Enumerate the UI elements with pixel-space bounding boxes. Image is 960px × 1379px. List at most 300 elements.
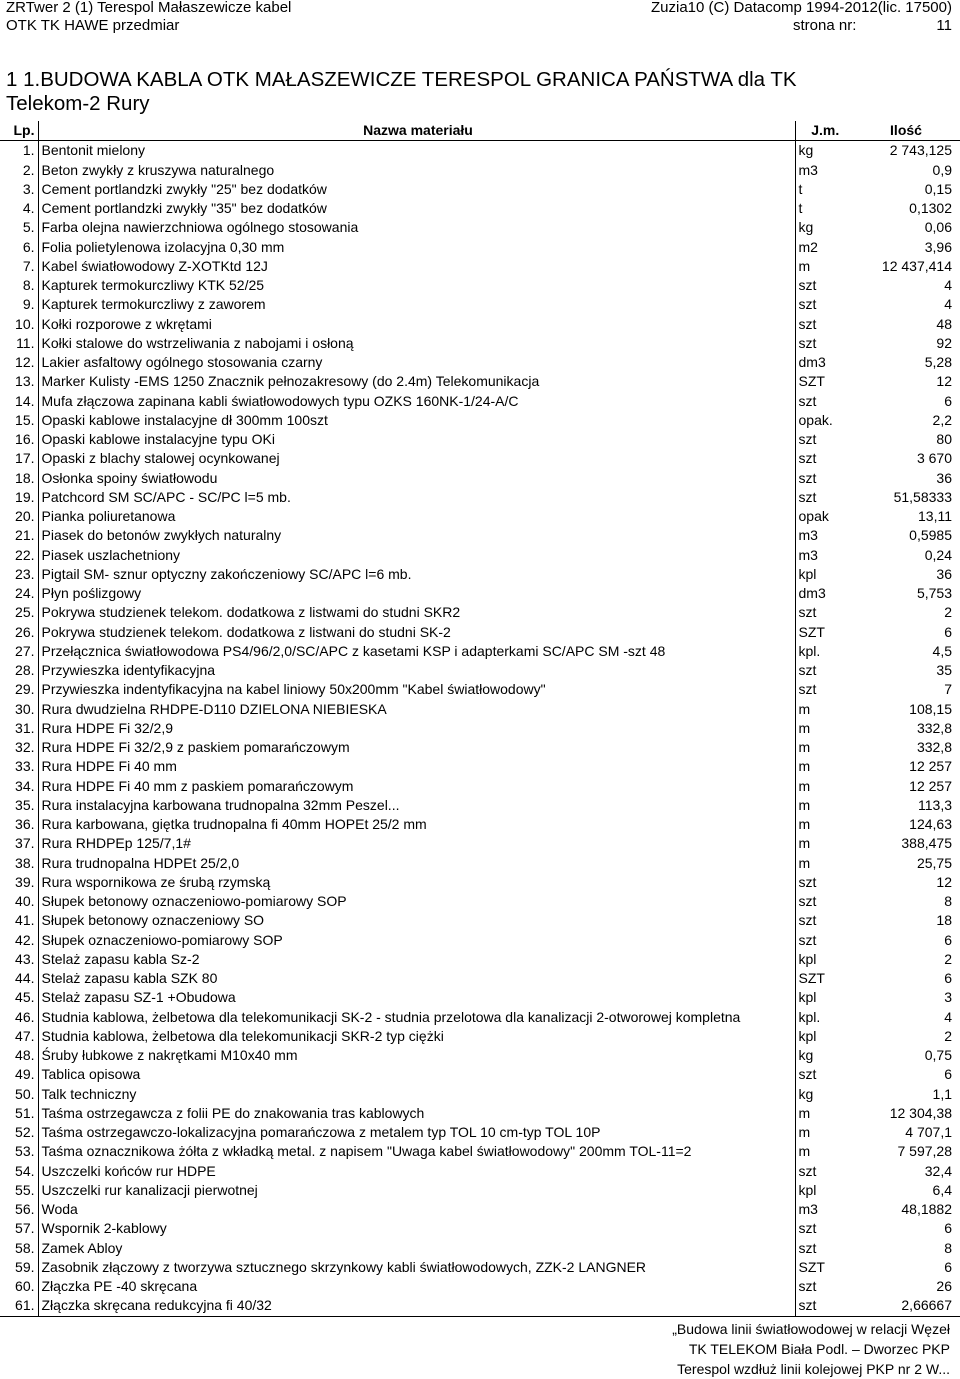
row-unit: szt [795,1065,852,1084]
row-qty: 6 [944,1066,952,1083]
row-lp: 55. [15,1181,35,1198]
table-row [0,796,960,815]
row-name: Opaski kablowe instalacyjne dł 300mm 100szt [38,411,795,430]
table-row [0,1008,960,1027]
row-qty: 4 [944,1008,952,1025]
row-lp: 17. [15,450,35,467]
row-qty: 6 [944,1258,952,1275]
table-row [0,469,960,488]
table-row [0,276,960,295]
row-lp: 35. [15,796,35,813]
row-lp: 14. [15,392,35,409]
row-lp: 2. [22,161,35,178]
row-name: Przywieszka identyfikacyjna [38,661,795,680]
row-qty: 0,06 [924,219,952,236]
table-row [0,700,960,719]
row-qty: 51,58333 [893,488,952,505]
row-name: Patchcord SM SC/APC - SC/PC l=5 mb. [38,488,795,507]
table-row [0,815,960,834]
row-name: Zasobnik złączowy z tworzywa sztucznego skrzynkowy kabli światłowodowych, ZZK-2 LANGNER [38,1258,795,1277]
table-row [0,488,960,507]
row-unit: szt [795,488,852,507]
row-qty: 35 [936,662,952,679]
row-lp: 11. [16,334,35,351]
row-name: Piasek do betonów zwykłych naturalny [38,526,795,545]
row-name: Bentonit mielony [38,141,795,161]
row-qty: 2 743,125 [889,142,952,159]
table-row [0,1046,960,1065]
table-row [0,199,960,218]
row-qty: 0,75 [924,1047,952,1064]
row-name: Śruby łubkowe z nakrętkami M10x40 mm [38,1046,795,1065]
row-unit: szt [795,295,852,314]
row-qty: 6 [944,623,952,640]
row-name: Uszczelki rur kanalizacji pierwotnej [38,1181,795,1200]
row-name: Pokrywa studzienek telekom. dodatkowa z listwani do studni SK-2 [38,623,795,642]
row-qty: 0,1302 [909,200,952,217]
row-unit: szt [795,911,852,930]
footer-line1: „Budowa linii światłowodowej w relacji Węzeł [672,1321,950,1337]
table-row [0,757,960,776]
footer-line3: Terespol wzdłuż linii kolejowej PKP nr 2 W... [677,1361,950,1377]
row-lp: 28. [15,662,35,679]
row-unit: szt [795,315,852,334]
row-name: Rura HDPE Fi 32/2,9 [38,719,795,738]
row-name: Słupek oznaczeniowo-pomiarowy SOP [38,931,795,950]
table-row [0,1142,960,1161]
table-row [0,854,960,873]
table-row [0,295,960,314]
table-row [0,565,960,584]
table-row [0,738,960,757]
table-row [0,873,960,892]
row-lp: 27. [15,642,35,659]
table-row [0,1027,960,1046]
row-name: Stelaż zapasu SZ-1 +Obudowa [38,988,795,1007]
row-name: Mufa złączowa zapinana kabli światłowodowych typu OZKS 160NK-1/24-A/C [38,392,795,411]
row-qty: 6 [944,392,952,409]
row-lp: 19. [15,488,35,505]
table-row [0,546,960,565]
footer-line2: TK TELEKOM Biała Podl. – Dworzec PKP [688,1341,950,1357]
row-qty: 12 257 [909,758,952,775]
row-unit: szt [795,661,852,680]
row-lp: 4. [22,200,35,217]
table-row [0,257,960,276]
table-row [0,141,960,161]
table-row [0,1277,960,1296]
row-qty: 4 [944,277,952,294]
table-row [0,1296,960,1316]
table-row [0,180,960,199]
row-name: Rura HDPE Fi 32/2,9 z paskiem pomarańczowym [38,738,795,757]
row-qty: 0,24 [924,546,952,563]
table-row [0,834,960,853]
row-qty: 26 [936,1278,952,1295]
row-qty: 2,2 [932,411,952,428]
row-unit: szt [795,873,852,892]
row-qty: 12 [936,373,952,390]
row-qty: 6 [944,931,952,948]
row-unit: m [795,738,852,757]
row-name: Tablica opisowa [38,1065,795,1084]
row-unit: szt [795,603,852,622]
row-unit: t [795,180,852,199]
row-unit: SZT [795,1258,852,1277]
table-row [0,584,960,603]
row-qty: 32,4 [924,1162,952,1179]
row-unit: m [795,796,852,815]
table-row [0,931,960,950]
row-lp: 54. [15,1162,35,1179]
table-row [0,161,960,180]
row-qty: 13,11 [918,508,952,525]
table-row [0,218,960,237]
page-number: 11 [936,17,952,34]
row-unit: szt [795,1219,852,1238]
row-lp: 1. [22,142,35,159]
row-name: Kapturek termokurczliwy KTK 52/25 [38,276,795,295]
header-left-line2: OTK TK HAWE przedmiar [6,17,180,34]
row-unit: szt [795,469,852,488]
table-row [0,642,960,661]
row-lp: 49. [15,1066,35,1083]
row-qty: 6 [944,970,952,987]
row-lp: 15. [15,411,35,428]
table-row [0,623,960,642]
row-qty: 5,753 [916,585,952,602]
row-qty: 12 437,414 [881,257,952,274]
row-qty: 3 670 [916,450,952,467]
row-lp: 43. [15,950,35,967]
row-name: Pigtail SM- sznur optyczny zakończeniowy SC/APC l=6 mb. [38,565,795,584]
row-lp: 50. [15,1085,35,1102]
row-lp: 30. [15,700,35,717]
row-unit: m3 [795,546,852,565]
row-unit: szt [795,892,852,911]
row-name: Rura dwudzielna RHDPE-D110 DZIELONA NIEBIESKA [38,700,795,719]
row-qty: 6,4 [932,1181,952,1198]
row-lp: 3. [22,180,35,197]
row-lp: 61. [0,1296,38,1316]
row-name: Folia polietylenowa izolacyjna 0,30 mm [38,238,795,257]
row-unit: kpl [795,1181,852,1200]
row-name: Beton zwykły z kruszywa naturalnego [38,161,795,180]
row-unit: kpl. [795,1008,852,1027]
table-row [0,988,960,1007]
table-row [0,1162,960,1181]
row-unit: m [795,1104,852,1123]
row-name: Piasek uszlachetniony [38,546,795,565]
row-name: Lakier asfaltowy ogólnego stosowania czarny [38,353,795,372]
row-name: Pianka poliuretanowa [38,507,795,526]
row-name: Wspornik 2-kablowy [38,1219,795,1238]
table-row [0,1219,960,1238]
table-row [0,1085,960,1104]
row-lp: 20. [15,508,35,525]
row-unit: m [795,700,852,719]
row-unit: szt [795,449,852,468]
table-row [0,1104,960,1123]
row-unit: szt [795,1277,852,1296]
row-name: Płyn poślizgowy [38,584,795,603]
row-lp: 42. [15,931,35,948]
row-lp: 10. [15,315,35,332]
row-name: Kołki stalowe do wstrzeliwania z nabojami i osłoną [38,334,795,353]
row-unit: kpl [795,950,852,969]
row-name: Cement portlandzki zwykły "25" bez dodatków [38,180,795,199]
row-lp: 47. [15,1027,35,1044]
row-name: Przełącznica światłowodowa PS4/96/2,0/SC/APC z kasetami KSP i adapterkami SC/APC SM -szt 48 [38,642,795,661]
table-body [0,141,960,1316]
row-qty: 3,96 [924,238,952,255]
table-row [0,411,960,430]
row-lp: 57. [15,1220,35,1237]
row-lp: 34. [15,777,35,794]
row-name: Studnia kablowa, żelbetowa dla telekomunikacji SKR-2 typ ciężki [38,1027,795,1046]
row-lp: 38. [15,854,35,871]
row-unit: m3 [795,526,852,545]
row-lp: 32. [15,739,35,756]
row-name: Marker Kulisty -EMS 1250 Znacznik pełnozakresowy (do 2.4m) Telekomunikacja [38,372,795,391]
row-unit: SZT [795,969,852,988]
row-lp: 51. [15,1104,35,1121]
row-qty: 124,63 [909,816,952,833]
table-row [0,353,960,372]
row-unit: m [795,815,852,834]
row-qty: 332,8 [916,739,952,756]
row-qty: 388,475 [901,835,952,852]
row-name: Pokrywa studzienek telekom. dodatkowa z listwami do studni SKR2 [38,603,795,622]
row-name: Rura wspornikowa ze śrubą rzymską [38,873,795,892]
row-name: Złączka PE -40 skręcana [38,1277,795,1296]
row-unit: m [795,1142,852,1161]
table-header-row [0,121,960,141]
document-title [6,68,797,116]
row-unit: szt [795,680,852,699]
table-row [0,449,960,468]
table-row [0,526,960,545]
row-name: Opaski kablowe instalacyjne typu OKi [38,430,795,449]
table-row [0,911,960,930]
row-unit: m [795,257,852,276]
row-name: Rura RHDPEp 125/7,1# [38,834,795,853]
row-lp: 8. [22,277,35,294]
row-name: Kabel światłowodowy Z-XOTKtd 12J [38,257,795,276]
row-qty: 0,9 [932,161,952,178]
row-name: Rura instalacyjna karbowana trudnopalna 32mm Peszel... [38,796,795,815]
row-qty: 6 [944,1220,952,1237]
row-name: Rura HDPE Fi 40 mm z paskiem pomarańczowym [38,777,795,796]
row-name: Słupek betonowy oznaczeniowy SO [38,911,795,930]
row-qty: 25,75 [916,854,952,871]
row-unit: szt [795,392,852,411]
row-lp: 41. [15,912,35,929]
row-unit: m [795,777,852,796]
document-title-line2: Telekom-2 Rury [6,92,150,115]
row-lp: 53. [15,1143,35,1160]
row-lp: 21. [15,527,35,544]
row-qty: 0,15 [924,180,952,197]
row-qty: 3 [944,989,952,1006]
row-qty: 113,3 [918,796,952,813]
row-lp: 36. [15,816,35,833]
row-name: Talk techniczny [38,1085,795,1104]
row-lp: 7. [22,257,35,274]
column-header-name: Nazwa materiału [38,121,795,141]
row-name: Słupek betonowy oznaczeniowo-pomiarowy SOP [38,892,795,911]
row-unit: opak. [795,411,852,430]
row-qty: 12 [936,873,952,890]
row-unit: kg [795,1085,852,1104]
row-qty: 4 707,1 [905,1124,952,1141]
row-unit: szt [795,430,852,449]
row-unit: kpl [795,988,852,1007]
row-lp: 26. [15,623,35,640]
row-lp: 39. [15,873,35,890]
row-name: Rura karbowana, giętka trudnopalna fi 40mm HOPEt 25/2 mm [38,815,795,834]
row-lp: 45. [15,989,35,1006]
row-qty: 18 [936,912,952,929]
row-lp: 29. [15,681,35,698]
row-qty: 12 304,38 [889,1104,952,1121]
row-lp: 60. [15,1278,35,1295]
row-qty: 8 [944,893,952,910]
table-row [0,603,960,622]
row-qty: 2,66667 [852,1296,960,1316]
column-header-qty: Ilość [852,121,960,141]
row-unit: kg [795,1046,852,1065]
row-qty: 2 [944,950,952,967]
row-unit: m [795,719,852,738]
row-unit: szt [795,1239,852,1258]
row-lp: 48. [15,1047,35,1064]
table-row [0,1258,960,1277]
row-name: Rura HDPE Fi 40 mm [38,757,795,776]
row-unit: kpl [795,565,852,584]
row-lp: 5. [22,219,35,236]
row-unit: kg [795,218,852,237]
table-row [0,334,960,353]
row-lp: 44. [15,970,35,987]
row-qty: 332,8 [916,719,952,736]
row-lp: 25. [15,604,35,621]
table-row [0,1065,960,1084]
row-lp: 33. [15,758,35,775]
row-unit: kpl [795,1027,852,1046]
row-unit: szt [795,1296,852,1316]
row-name: Rura trudnopalna HDPEt 25/2,0 [38,854,795,873]
row-unit: m [795,854,852,873]
row-name: Stelaż zapasu kabla SZK 80 [38,969,795,988]
row-qty: 48 [936,315,952,332]
document-title-line1: 1 1.BUDOWA KABLA OTK MAŁASZEWICZE TERESPOL GRANICA PAŃSTWA dla TK [6,68,797,91]
row-unit: m [795,757,852,776]
table-row [0,892,960,911]
row-unit: m2 [795,238,852,257]
row-lp: 23. [15,565,35,582]
row-lp: 12. [15,354,35,371]
row-name: Taśma ostrzegawcza z folii PE do znakowania tras kablowych [38,1104,795,1123]
row-name: Kapturek termokurczliwy z zaworem [38,295,795,314]
table-row [0,1239,960,1258]
table-row [0,392,960,411]
header-left-line1: ZRTwer 2 (1) Terespol Małaszewicze kabel [6,0,292,16]
row-name: Woda [38,1200,795,1219]
row-unit: szt [795,334,852,353]
table-row [0,777,960,796]
row-name: Stelaż zapasu kabla Sz-2 [38,950,795,969]
row-unit: szt [795,931,852,950]
row-unit: kg [795,141,852,161]
row-lp: 13. [15,373,35,390]
row-qty: 12 257 [909,777,952,794]
table-row [0,372,960,391]
row-lp: 58. [15,1239,35,1256]
table-row [0,1200,960,1219]
table-row [0,315,960,334]
table-row [0,950,960,969]
row-qty: 80 [936,431,952,448]
row-unit: SZT [795,623,852,642]
row-lp: 40. [15,893,35,910]
row-unit: m3 [795,1200,852,1219]
table-row [0,238,960,257]
row-name: Uszczelki końców rur HDPE [38,1162,795,1181]
row-name: Taśma ostrzegawczo-lokalizacyjna pomarańczowa z metalem typ TOL 10 cm-typ TOL 10P [38,1123,795,1142]
row-qty: 48,1882 [901,1201,952,1218]
page-number-label: strona nr: [793,17,857,34]
row-qty: 0,5985 [909,527,952,544]
row-unit: m [795,834,852,853]
row-lp: 56. [15,1201,35,1218]
row-qty: 2 [944,1027,952,1044]
row-lp: 9. [22,296,35,313]
row-unit: szt [795,276,852,295]
row-qty: 4,5 [932,642,952,659]
row-qty: 2 [944,604,952,621]
row-name: Osłonka spoiny światłowodu [38,469,795,488]
row-name: Studnia kablowa, żelbetowa dla telekomunikacji SK-2 - studnia przelotowa dla kanalizacji 2-otworowej kompletna [38,1008,795,1027]
row-name: Kołki rozporowe z wkrętami [38,315,795,334]
row-name: Opaski z blachy stalowej ocynkowanej [38,449,795,468]
row-lp: 59. [15,1258,35,1275]
row-qty: 92 [936,334,952,351]
row-name: Cement portlandzki zwykły "35" bez dodatków [38,199,795,218]
row-lp: 18. [15,469,35,486]
row-qty: 36 [936,565,952,582]
row-lp: 16. [15,431,35,448]
row-lp: 37. [15,835,35,852]
materials-table [0,121,960,1317]
row-qty: 5,28 [924,354,952,371]
row-unit: SZT [795,372,852,391]
row-unit: kpl. [795,642,852,661]
row-unit: m [795,1123,852,1142]
row-unit: dm3 [795,353,852,372]
row-name: Farba olejna nawierzchniowa ogólnego stosowania [38,218,795,237]
header-right-line1: Zuzia10 (C) Datacomp 1994-2012(lic. 17500) [651,0,952,16]
row-unit: m3 [795,161,852,180]
row-qty: 4 [944,296,952,313]
row-lp: 24. [15,585,35,602]
row-name: Przywieszka indentyfikacyjna na kabel liniowy 50x200mm "Kabel światłowodowy" [38,680,795,699]
row-qty: 1,1 [932,1085,952,1102]
table-row [0,1123,960,1142]
row-name: Złączka skręcana redukcyjna fi 40/32 [38,1296,795,1316]
row-qty: 8 [944,1239,952,1256]
row-lp: 46. [15,1008,35,1025]
